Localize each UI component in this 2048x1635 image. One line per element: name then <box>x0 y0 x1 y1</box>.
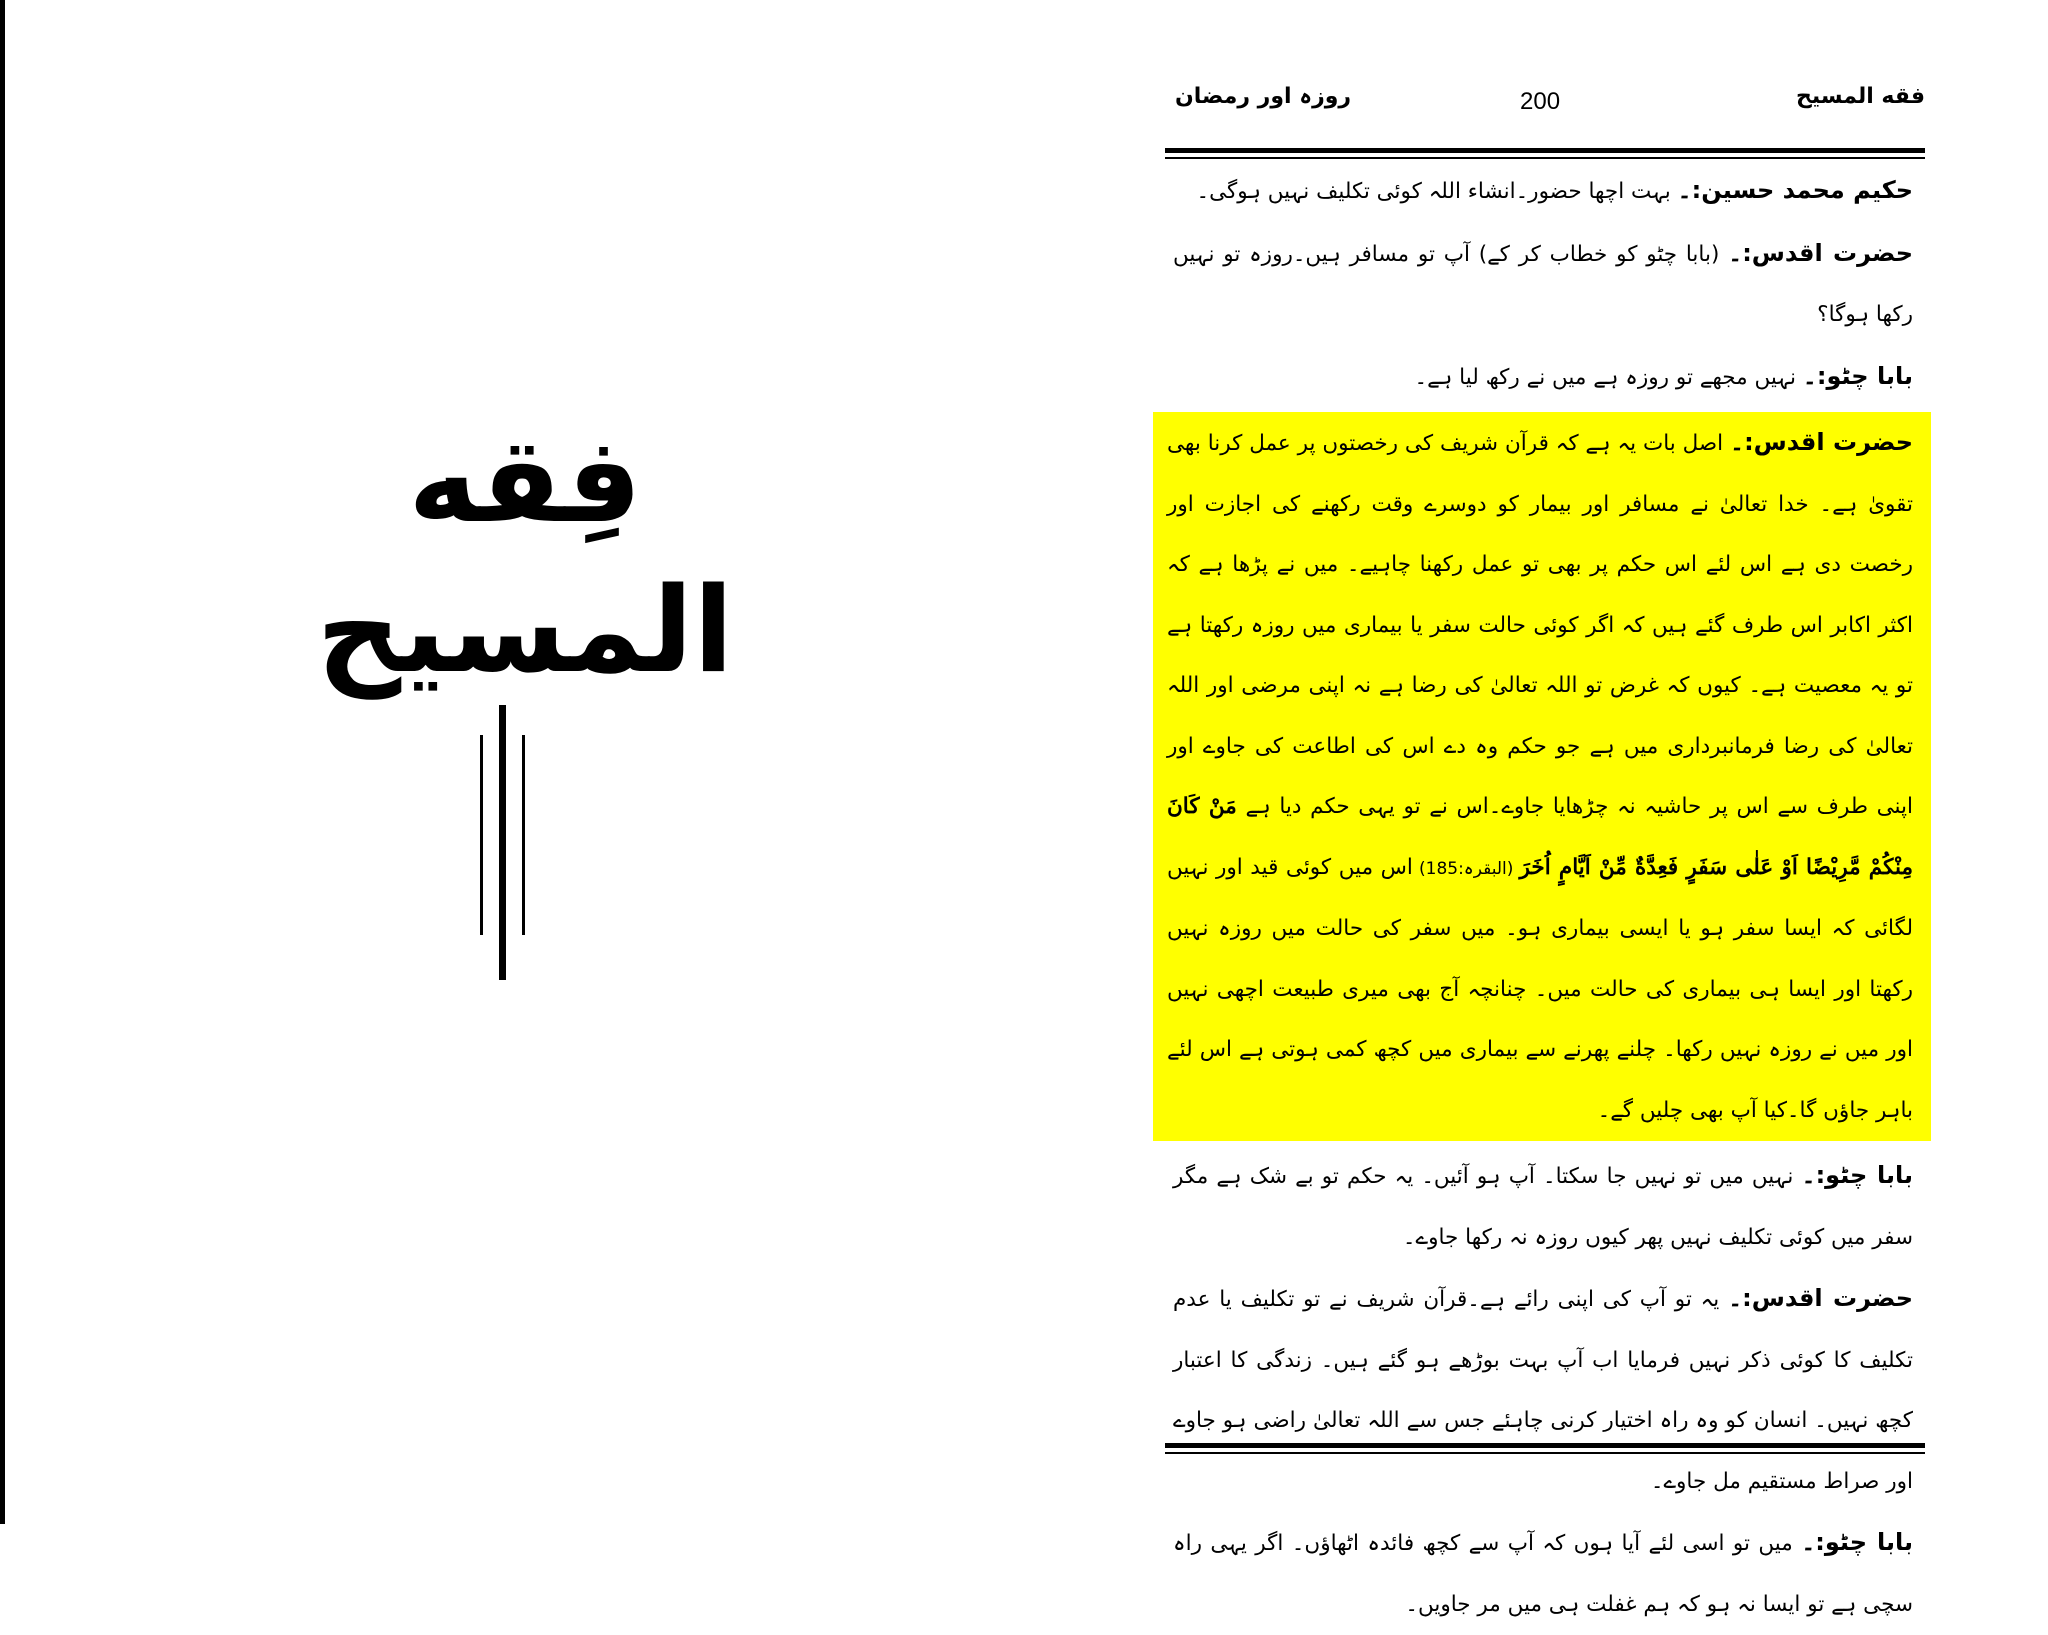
ornament-line-center <box>499 705 506 980</box>
paragraph-3 <box>1165 346 1925 409</box>
speaker-name: حکیم محمد حسین:۔ <box>1677 176 1913 204</box>
paragraph-text: میں تو اسی لئے آیا ہوں کہ آپ سے کچھ فائدہ اٹھاؤں۔ اگر یہی راہ سچی ہے تو ایسا نہ ہو کہ ہم غفلت ہی میں مر جاویں۔ <box>1173 1531 1913 1617</box>
page-number: 200 <box>1520 88 1561 115</box>
speaker-name: حضرت اقدس:۔ <box>1728 238 1914 267</box>
header-chapter-title: روزہ اور رمضان <box>1175 84 1352 109</box>
highlighted-paragraph <box>1153 412 1931 1141</box>
paragraph-text: (بابا چٹو کو خطاب کر کے) آپ تو مسافر ہیں۔روزہ تو نہیں رکھا ہوگا؟ <box>1173 241 1913 327</box>
right-page <box>1165 0 1935 1617</box>
paragraph-2 <box>1165 223 1925 346</box>
book-title: فِقه المسيح <box>316 411 734 699</box>
paragraph-7 <box>1165 1512 1925 1635</box>
paragraph-text: بہت اچھا حضور۔انشاء اللہ کوئی تکلیف نہیں ہوگی۔ <box>1196 179 1678 204</box>
speaker-name: بابا چٹو:۔ <box>1801 1528 1913 1556</box>
speaker-name: بابا چٹو:۔ <box>1802 361 1913 390</box>
header-rule-thick <box>1165 148 1925 153</box>
header-rule-thin <box>1165 157 1925 159</box>
paragraph-text: اصل بات یہ ہے کہ قرآن شریف کی رخصتوں پر عمل کرنا بھی تقویٰ ہے۔ خدا تعالیٰ نے مسافر اور بیمار کو دوسرے وقت رکھنے کی اجازت اور رخصت دی ہے اس لئے اس حکم پر بھی تو عمل رکھنا چاہیے۔ میں نے پڑھا ہے کہ اکثر اکابر اس طرف گئے ہیں کہ اگر کوئی حالت سفر یا بیماری میں روزہ رکھتا ہے تو یہ معصیت ہے۔ کیوں کہ غرض تو اللہ تعالیٰ کی رضا ہے نہ اپنی مرضی اور اللہ تعالیٰ کی رضا فرمانبرداری میں ہے جو حکم وہ دے اس کی اطاعت کی جاوے اور اپنی طرف سے اس پر حاشیہ نہ چڑھایا جاوے۔اس نے تو یہی حکم دیا ہے <box>1167 431 1913 819</box>
paragraph-text: نہیں مجھے تو روزہ ہے میں نے رکھ لیا ہے۔ <box>1414 364 1803 390</box>
quran-verse: مَنْ كَانَ مِنْكُمْ مَّرِيْضًا اَوْ عَلٰى سَفَرٍ فَعِدَّةٌ مِّنْ اَيَّامٍ اُخَرَ <box>1167 794 1913 880</box>
ornament-line-right <box>522 735 525 935</box>
header-book-title: فقه المسیح <box>1795 84 1925 109</box>
speaker-name: بابا چٹو:۔ <box>1801 1161 1913 1189</box>
paragraph-1 <box>1165 160 1925 223</box>
paragraph-text: اس میں کوئی قید اور نہیں لگائی کہ ایسا سفر ہو یا ایسی بیماری ہو۔ میں سفر کی حالت میں روزہ نہیں رکھتا اور ایسا ہی بیماری کی حالت میں۔ چنانچہ آج بھی میری طبیعت اچھی نہیں اور میں نے روزہ نہیں رکھا۔ چلنے پھرنے سے بیماری میں کچھ کمی ہوتی ہے اس لئے باہر جاؤں گا۔کیا آپ بھی چلیں گے۔ <box>1167 854 1913 1123</box>
page-body <box>1165 160 1925 1635</box>
page-header <box>1165 80 1935 130</box>
divider-ornament <box>475 705 535 980</box>
paragraph-text: یہ تو آپ کی اپنی رائے ہے۔قرآن شریف نے تو تکلیف یا عدم تکلیف کا کوئی ذکر نہیں فرمایا اب آپ بہت بوڑھے ہو گئے ہیں۔ زندگی کا اعتبار کچھ نہیں۔ انسان کو وہ راہ اختیار کرنی چاہئے جس سے اللہ تعالیٰ راضی ہو جاوے اور صراط مستقیم مل جاوے۔ <box>1173 1287 1913 1494</box>
footer-rule-thin <box>1165 1452 1925 1454</box>
verse-reference: (البقرہ:185) <box>1412 858 1520 879</box>
paragraph-5 <box>1165 1145 1925 1268</box>
paragraph-6 <box>1165 1268 1925 1512</box>
paragraph-text: نہیں میں تو نہیں جا سکتا۔ آپ ہو آئیں۔ یہ حکم تو بے شک ہے مگر سفر میں کوئی تکلیف نہیں پھر کیوں روزہ نہ رکھا جاوے۔ <box>1173 1164 1913 1250</box>
left-page <box>5 0 1085 1542</box>
ornament-line-left <box>480 735 483 935</box>
footer-rule-thick <box>1165 1443 1925 1448</box>
speaker-name: حضرت اقدس:۔ <box>1728 1284 1913 1312</box>
speaker-name: حضرت اقدس:۔ <box>1730 428 1913 456</box>
